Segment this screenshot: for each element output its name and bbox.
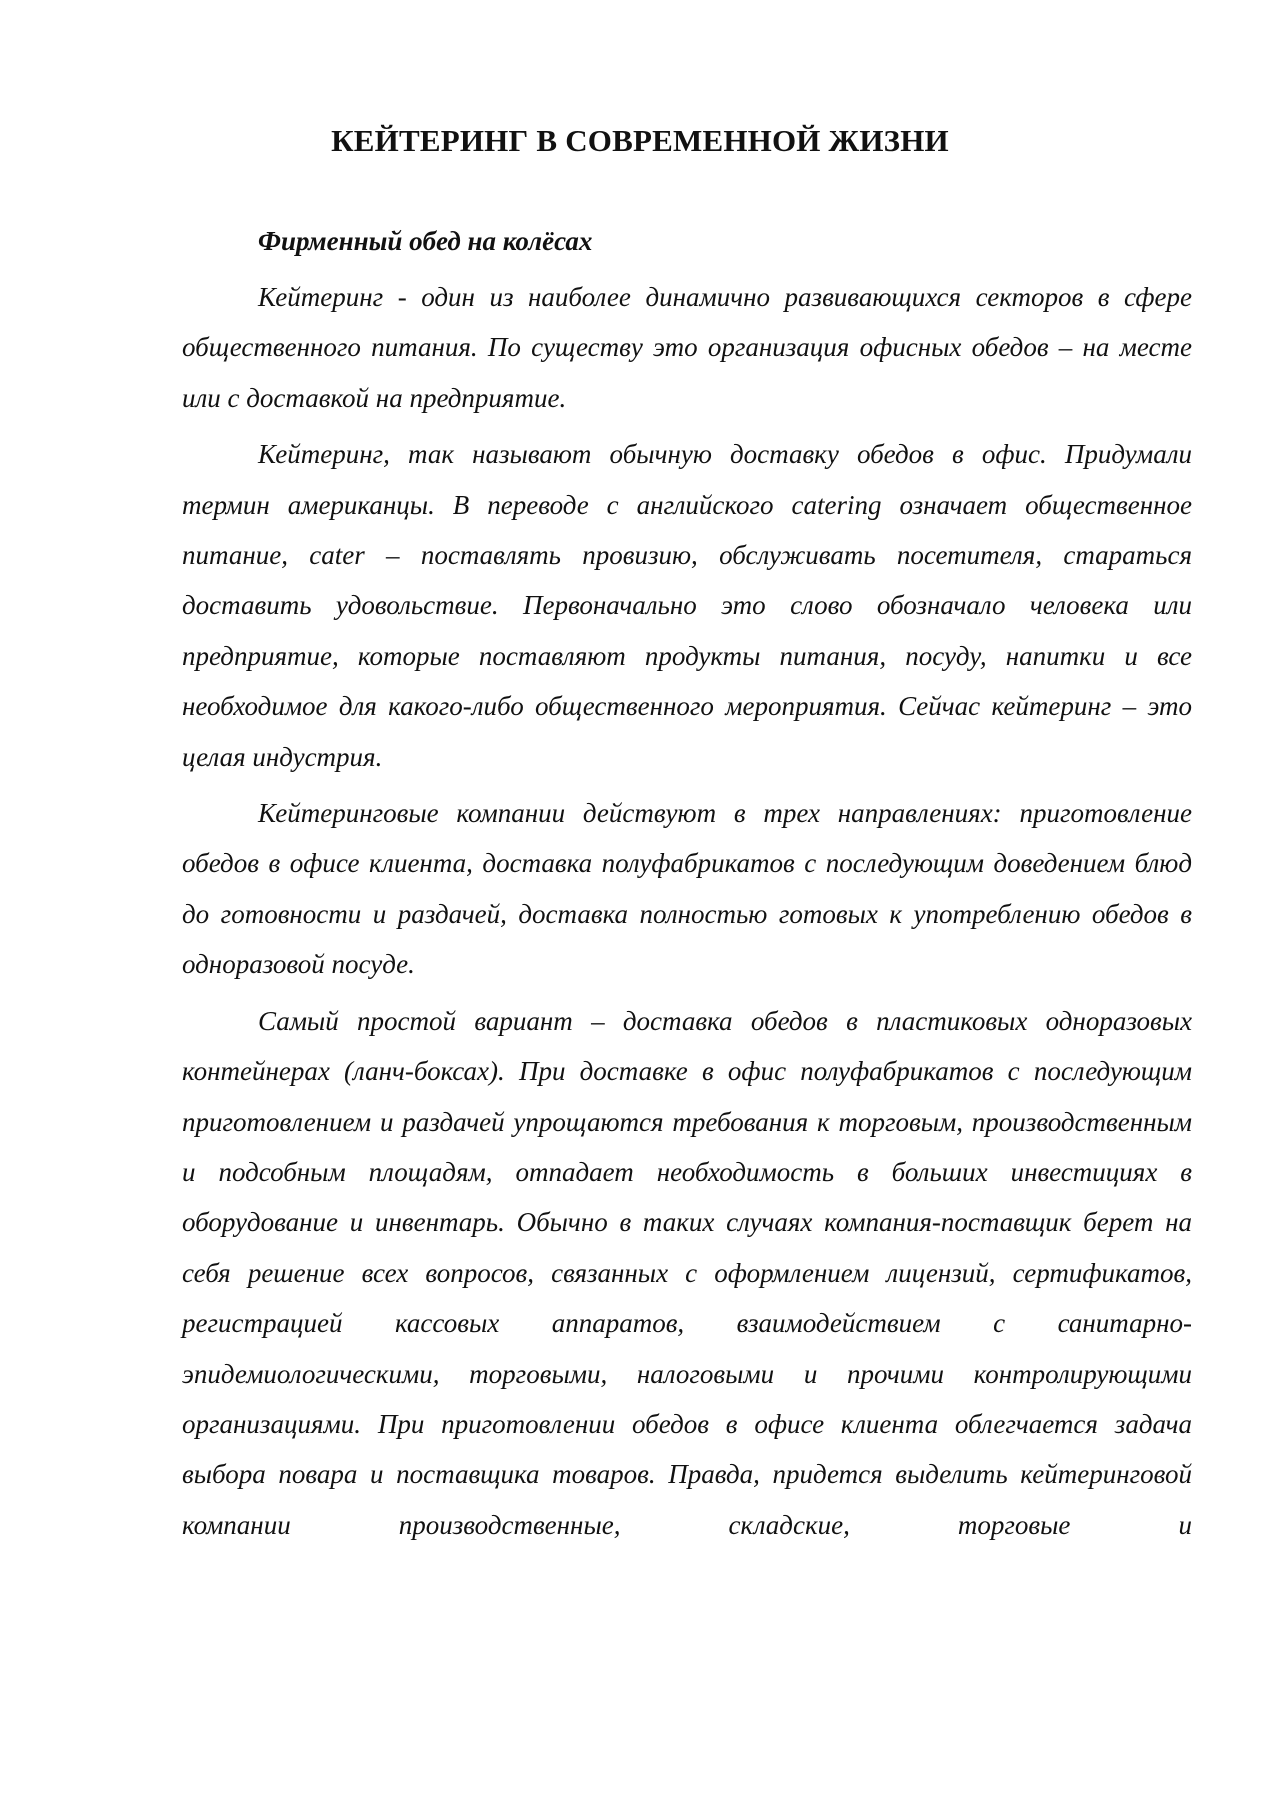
section-subtitle: Фирменный обед на колёсах <box>258 226 593 256</box>
document-title: КЕЙТЕРИНГ В СОВРЕМЕННОЙ ЖИЗНИ <box>331 123 949 158</box>
paragraph-4: Самый простой вариант – доставка обедов в пластиковых одноразовых контейнерах (ланч-боксах). При доставке в офис полуфабрикатов с последующим приготовлением и раздачей упрощаются требования к торговым, производственным и подсобным площадям, отпадает необходимость в больших инвестициях в оборудование и инвентарь. Обычно в таких случаях компания-поставщик берет на себя решение всех вопросов, связанных с оформлением лицензий, сертификатов, регистрацией кассовых аппаратов, взаимодействием с санитарно-эпидемиологическими, торговыми, налоговыми и прочими контролирующими организациями. При приготовлении обедов в офисе клиента облегчается задача выбора повара и поставщика товаров. Правда, придется выделить кейтеринговой компании производственные, складские, торговые и <box>182 1005 1192 1540</box>
paragraph-2: Кейтеринг, так называют обычную доставку обедов в офис. Придумали термин американцы. В переводе с английского catering означает общественное питание, cater – поставлять провизию, обслуживать посетителя, стараться доставить удовольствие. Первоначально это слово обозначало человека или предприятие, которые поставляют продукты питания, посуду, напитки и все необходимое для какого-либо общественного мероприятия. Сейчас кейтеринг – это целая индустрия. <box>182 439 1192 772</box>
document-body <box>182 216 1192 1550</box>
paragraph-1: Кейтеринг - один из наиболее динамично развивающихся секторов в сфере общественного питания. По существу это организация офисных обедов – на месте или с доставкой на предприятие. <box>182 282 1192 413</box>
paragraph-3: Кейтеринговые компании действуют в трех направлениях: приготовление обедов в офисе клиента, доставка полуфабрикатов с последующим доведением блюд до готовности и раздачей, доставка полностью готовых к употреблению обедов в одноразовой посуде. <box>182 798 1192 980</box>
